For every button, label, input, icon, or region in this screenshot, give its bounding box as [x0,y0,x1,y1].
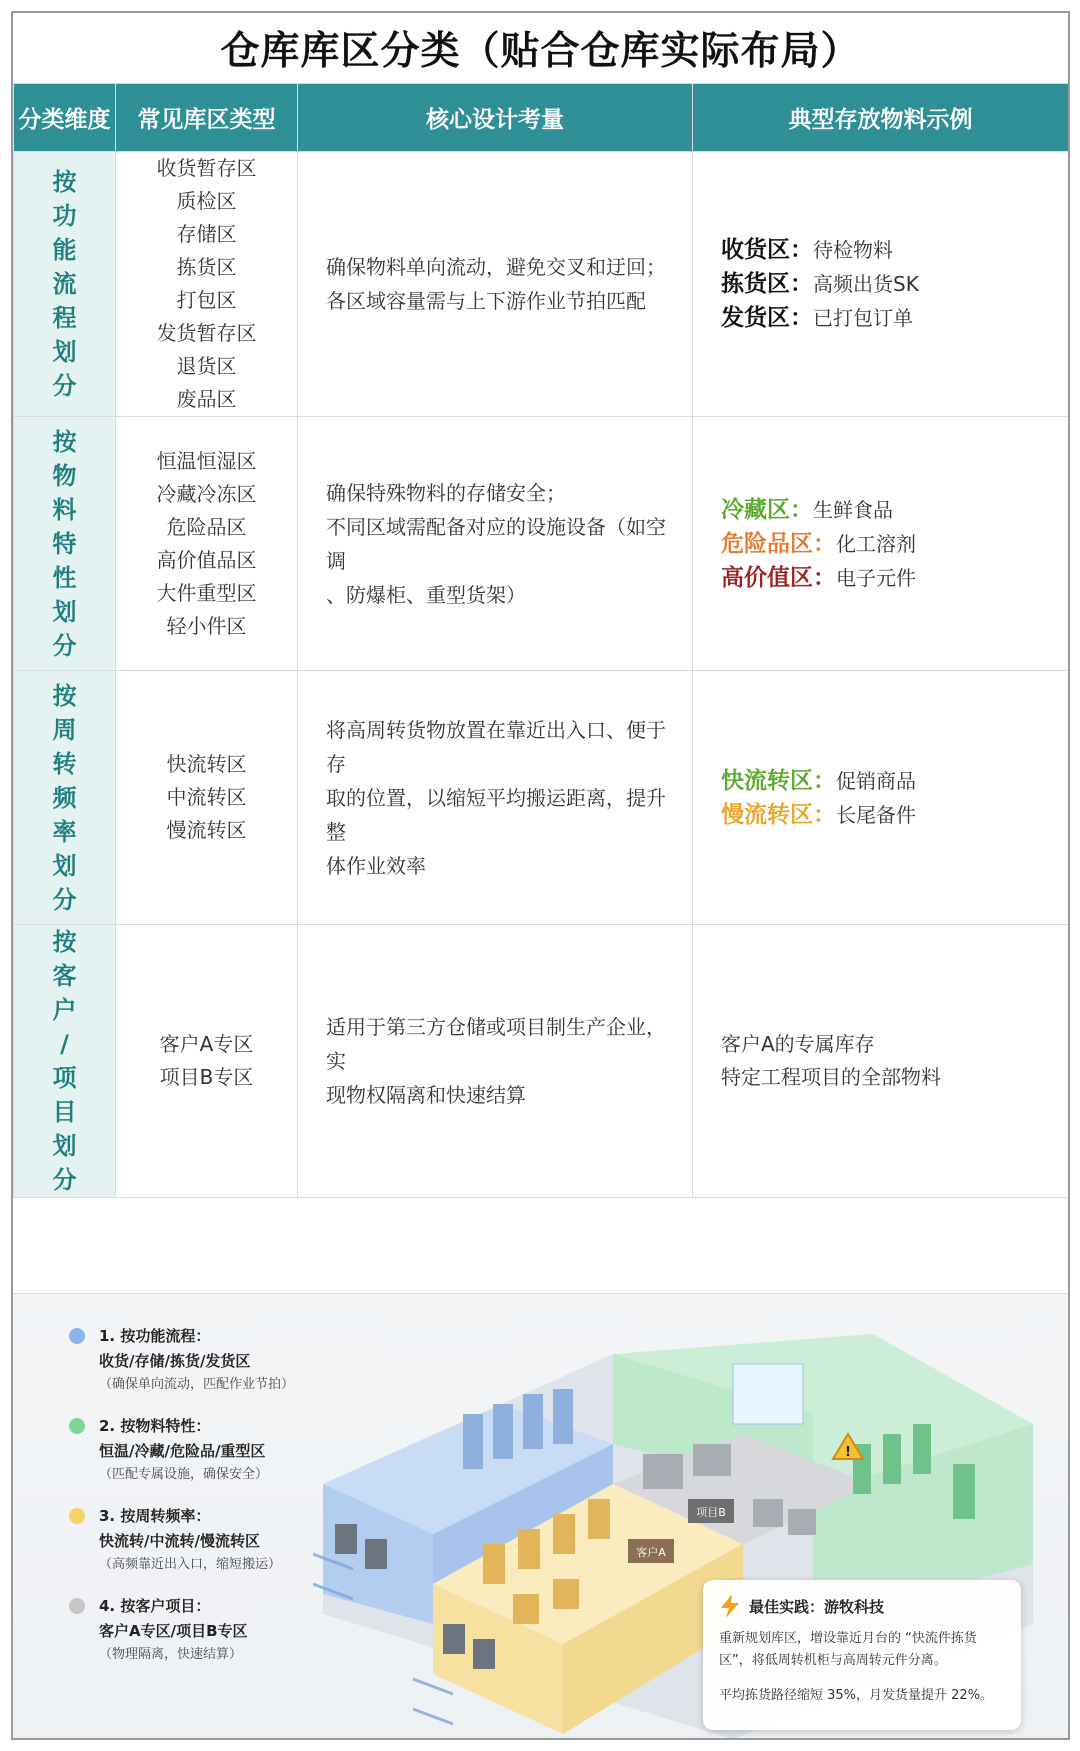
legend-dot-icon [69,1508,85,1524]
table-row [14,417,1069,671]
consideration-line: 、防爆柜、重型货架） [326,582,526,607]
best-practice-body-line: 重新规划库区，增设靠近月台的 “快流件拣货 [719,1631,977,1646]
zone-type-item: 客户A专区 [159,1032,254,1056]
dimension-char: 按 [52,168,77,196]
dimension-cell [14,671,116,925]
dimension-char: 划 [52,1132,77,1160]
dimension-char: 周 [52,715,77,744]
legend-note: （确保单向流动，匹配作业节拍） [99,1377,295,1392]
example-item: 生鲜食品 [813,497,893,522]
example-item: 待检物料 [813,238,893,262]
example-line [721,561,1068,595]
zone-classification-table [13,83,1069,1198]
dimension-char: 特 [52,529,77,558]
example-item: 高频出货SK [813,272,919,296]
zone-types-cell [116,925,298,1198]
project-b-sign: 项目B [696,1506,726,1519]
material-examples-cell [693,152,1069,417]
zone-type-item: 大件重型区 [156,580,257,605]
zone-type-item: 中流转区 [166,785,247,809]
consideration-line: 不同区域需配备对应的设施设备（如空调 [326,514,666,573]
dimension-char: 划 [52,338,77,366]
example-item: 促销商品 [836,768,916,793]
legend-item [69,1504,329,1576]
legend-title: 3. 按周转频率： [99,1507,211,1525]
legend-note: （高频靠近出入口，缩短搬运） [99,1557,282,1572]
legend-item [69,1324,329,1396]
dimension-char: 物 [52,461,77,490]
dimension-char: 料 [52,495,77,524]
dimension-char: 性 [52,563,77,592]
dimension-char: 转 [52,749,77,778]
legend-dot-icon [69,1418,85,1434]
dimension-char: 项 [52,1064,77,1092]
best-practice-result: 平均拣货路径缩短 35%，月发货量提升 22%。 [719,1688,994,1703]
material-examples-cell [693,671,1069,925]
zone-type-item: 高价值品区 [156,547,257,572]
example-line [721,267,1068,301]
dimension-char: 能 [52,236,77,264]
dimension-cell [14,152,116,417]
example-zone-label: 慢流转区： [721,801,836,828]
legend-sub: 快流转/中流转/慢流转区 [99,1532,260,1550]
dimension-char: 目 [52,1098,77,1126]
header-dimension: 分类维度 [14,84,116,152]
legend-dot-icon [69,1598,85,1614]
best-practice-title: 最佳实践：游牧科技 [749,1597,885,1616]
design-consideration-cell [298,152,693,417]
example-line: 客户A的专属库存 [721,1032,875,1056]
dimension-char: 客 [52,962,77,990]
example-item: 长尾备件 [836,802,916,827]
dimension-char: 分 [52,372,77,400]
example-zone-label: 冷藏区： [721,496,813,523]
dimension-char: 户 [52,996,77,1024]
consideration-line: 现物权隔离和快速结算 [326,1083,526,1107]
dimension-char: 按 [52,681,77,710]
dimension-char: 程 [52,304,77,332]
dimension-char: / [60,1030,69,1058]
consideration-line: 将高周转货物放置在靠近出入口、便于存 [326,717,666,776]
header-material-examples: 典型存放物料示例 [693,84,1069,152]
dimension-char: 分 [52,631,77,660]
consideration-line: 体作业效率 [326,853,426,878]
cold-room [733,1364,803,1424]
material-examples-cell [693,925,1069,1198]
legend-sub: 客户A专区/项目B专区 [99,1622,248,1640]
zone-type-item: 拣货区 [176,255,237,279]
zone-type-item: 冷藏冷冻区 [156,481,257,506]
example-line [721,233,1068,267]
warehouse-zone-infographic [11,11,1070,1740]
zone-type-item: 废品区 [176,387,237,411]
legend-note: （匹配专属设施，确保安全） [99,1467,269,1482]
zone-type-item: 打包区 [176,288,237,312]
design-consideration-cell [298,671,693,925]
table-row [14,925,1069,1198]
design-consideration-cell [298,417,693,671]
example-line [721,764,1068,798]
page-title: 仓库库区分类（贴合仓库实际布局） [220,29,861,74]
illustration-legend [69,1324,329,1684]
zone-type-item: 收货暂存区 [156,156,257,180]
zone-type-item: 轻小件区 [166,613,247,638]
design-consideration-cell [298,925,693,1198]
zone-type-item: 恒温恒湿区 [156,448,257,473]
legend-note: （物理隔离，快速结算） [99,1647,243,1662]
example-item: 电子元件 [836,565,916,590]
example-zone-label: 拣货区： [721,271,813,297]
table-header-row [14,84,1069,152]
example-line [721,527,1068,561]
legend-sub: 恒温/冷藏/危险品/重型区 [99,1442,266,1460]
consideration-line: 确保特殊物料的存储安全； [326,480,566,505]
dimension-char: 流 [52,270,77,298]
legend-title: 4. 按客户项目： [99,1597,211,1615]
dimension-char: 功 [52,202,77,230]
legend-sub: 收货/存储/拣货/发货区 [99,1352,251,1370]
consideration-line: 确保物料单向流动，避免交叉和迂回； [326,255,666,279]
dimension-cell [14,417,116,671]
zone-type-item: 项目B专区 [159,1065,254,1089]
consideration-line: 适用于第三方仓储或项目制生产企业，实 [326,1015,666,1073]
table-row [14,152,1069,417]
example-item: 已打包订单 [813,306,913,330]
zone-type-item: 存储区 [176,222,237,246]
zone-type-item: 快流转区 [166,752,247,776]
consideration-line: 取的位置，以缩短平均搬运距离，提升整 [326,785,666,844]
example-line [721,301,1068,335]
dimension-char: 划 [52,597,77,626]
dimension-char: 按 [52,427,77,456]
legend-dot-icon [69,1328,85,1344]
example-zone-label: 发货区： [721,305,813,331]
zone-type-item: 质检区 [176,189,237,213]
zone-type-item: 慢流转区 [166,818,247,842]
example-line: 特定工程项目的全部物料 [721,1065,941,1089]
example-zone-label: 快流转区： [721,767,836,794]
header-zone-types: 常见库区类型 [116,84,298,152]
legend-title: 2. 按物料特性： [99,1417,211,1435]
example-zone-label: 收货区： [721,237,813,263]
legend-item [69,1414,329,1486]
header-design-considerations: 核心设计考量 [298,84,693,152]
dimension-char: 分 [52,1166,77,1194]
zone-types-cell [116,671,298,925]
zone-types-cell [116,152,298,417]
zone-type-item: 危险品区 [166,514,247,539]
example-zone-label: 高价值区： [721,564,836,591]
zone-type-item: 退货区 [176,354,237,378]
example-zone-label: 危险品区： [721,530,836,557]
table-row [14,671,1069,925]
dimension-char: 按 [52,928,77,956]
material-examples-cell [693,417,1069,671]
svg-text:!: ! [845,1445,851,1460]
example-line [721,798,1068,832]
legend-item [69,1594,329,1666]
example-line [721,493,1068,527]
lightning-icon [719,1594,741,1618]
zone-types-cell [116,417,298,671]
best-practice-card [703,1580,1021,1730]
dimension-char: 划 [52,851,77,880]
legend-title: 1. 按功能流程： [99,1327,211,1345]
best-practice-body-line: 区”，将低周转机柜与高周转元件分离。 [719,1653,947,1668]
zone-type-item: 发货暂存区 [156,321,257,345]
dimension-char: 率 [52,817,77,846]
customer-a-sign: 客户A [636,1546,666,1559]
example-item: 化工溶剂 [836,531,916,556]
dimension-char: 分 [52,885,77,914]
dimension-cell [14,925,116,1198]
consideration-line: 各区域容量需与上下游作业节拍匹配 [326,289,646,313]
dimension-char: 频 [52,783,77,812]
